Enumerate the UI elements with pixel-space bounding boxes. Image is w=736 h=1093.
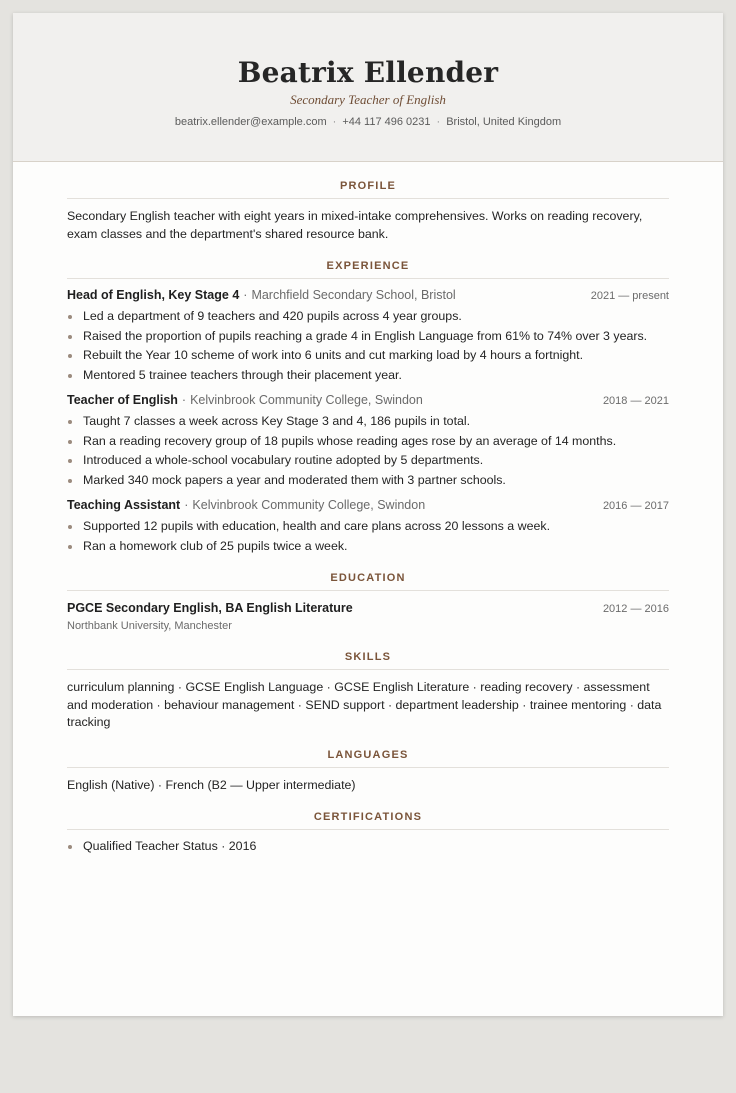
list-item: Introduced a whole-school vocabulary routine adopted by 5 departments. — [67, 452, 669, 470]
skills-section — [67, 650, 669, 732]
education-entry — [67, 600, 669, 634]
job-organization: Marchfield Secondary School, Bristol — [251, 288, 456, 302]
job-dates: 2021 — present — [590, 290, 669, 302]
languages-text: English (Native) · French (B2 — Upper intermediate) — [67, 777, 356, 792]
contact-line — [13, 115, 723, 129]
education-school: Northbank University, Manchester — [67, 620, 232, 632]
list-item: Led a department of 9 teachers and 420 pupils across 4 year groups. — [67, 308, 669, 326]
job-entry — [67, 497, 669, 555]
job-organization: Kelvinbrook Community College, Swindon — [192, 498, 426, 512]
job-title: Teacher of English — [67, 393, 178, 407]
separator-dot: · — [243, 288, 248, 302]
education-header — [67, 600, 669, 618]
education-section — [67, 571, 669, 634]
candidate-role: Secondary Teacher of English — [290, 92, 446, 107]
contact-phone[interactable]: +44 117 496 0231 — [342, 116, 431, 128]
separator-dot: · — [181, 393, 187, 407]
resume-body — [13, 179, 723, 856]
job-organization: Kelvinbrook Community College, Swindon — [190, 393, 423, 407]
section-title-skills: SKILLS — [67, 650, 669, 670]
contact-location: Bristol, United Kingdom — [446, 116, 562, 128]
job-bullets — [67, 308, 669, 384]
education-dates: 2012 — 2016 — [602, 603, 669, 615]
section-title-certifications: CERTIFICATIONS — [67, 810, 669, 830]
list-item: Raised the proportion of pupils reaching a grade 4 in English Language from 61% to 74% over 3 years. — [67, 328, 669, 346]
resume-page — [13, 13, 723, 1016]
job-entry — [67, 392, 669, 489]
job-bullets — [67, 413, 669, 489]
section-title-education: EDUCATION — [67, 571, 669, 591]
job-title: Teaching Assistant — [67, 498, 181, 512]
section-title-languages: LANGUAGES — [67, 748, 669, 768]
profile-section — [67, 179, 669, 243]
contact-separator: · — [436, 116, 441, 128]
resume-header — [13, 13, 723, 162]
languages-section — [67, 748, 669, 795]
section-title-profile: PROFILE — [67, 179, 669, 199]
list-item: Taught 7 classes a week across Key Stage 3 and 4, 186 pupils in total. — [67, 413, 669, 431]
degree-title: PGCE Secondary English, BA English Literature — [67, 601, 353, 615]
list-item: Marked 340 mock papers a year and moderated them with 3 partner schools. — [67, 472, 669, 490]
experience-section — [67, 259, 669, 555]
separator-dot: · — [184, 498, 189, 512]
job-bullets — [67, 518, 669, 555]
list-item: Ran a reading recovery group of 18 pupils whose reading ages rose by an average of 14 months. — [67, 433, 669, 451]
skills-text: curriculum planning · GCSE English Language · GCSE English Literature · reading recovery · assessment and moderation · behaviour management · SEND support · department leadership · trainee mentoring · data tracking — [67, 680, 662, 729]
profile-text: Secondary English teacher with eight years in mixed-intake comprehensives. Works on reading recovery, exam classes and the department's shared resource bank. — [67, 209, 643, 241]
section-title-experience: EXPERIENCE — [67, 259, 669, 279]
candidate-name: Beatrix Ellender — [237, 56, 499, 89]
list-item: Ran a homework club of 25 pupils twice a week. — [67, 538, 669, 556]
list-item: Rebuilt the Year 10 scheme of work into 6 units and cut marking load by 4 hours a fortnight. — [67, 347, 669, 365]
job-title: Head of English, Key Stage 4 — [67, 288, 240, 302]
list-item: Mentored 5 trainee teachers through their placement year. — [67, 367, 669, 385]
job-dates: 2018 — 2021 — [602, 395, 669, 407]
job-entry — [67, 287, 669, 384]
job-dates: 2016 — 2017 — [602, 500, 669, 512]
list-item: Supported 12 pupils with education, health and care plans across 20 lessons a week. — [67, 518, 669, 536]
list-item: Qualified Teacher Status · 2016 — [67, 838, 669, 856]
certifications-section — [67, 810, 669, 856]
job-header — [67, 287, 669, 305]
job-header — [67, 497, 669, 515]
certifications-list — [67, 838, 669, 856]
job-header — [67, 392, 669, 410]
contact-separator: · — [332, 116, 337, 128]
contact-email[interactable]: beatrix.ellender@example.com — [174, 116, 327, 128]
